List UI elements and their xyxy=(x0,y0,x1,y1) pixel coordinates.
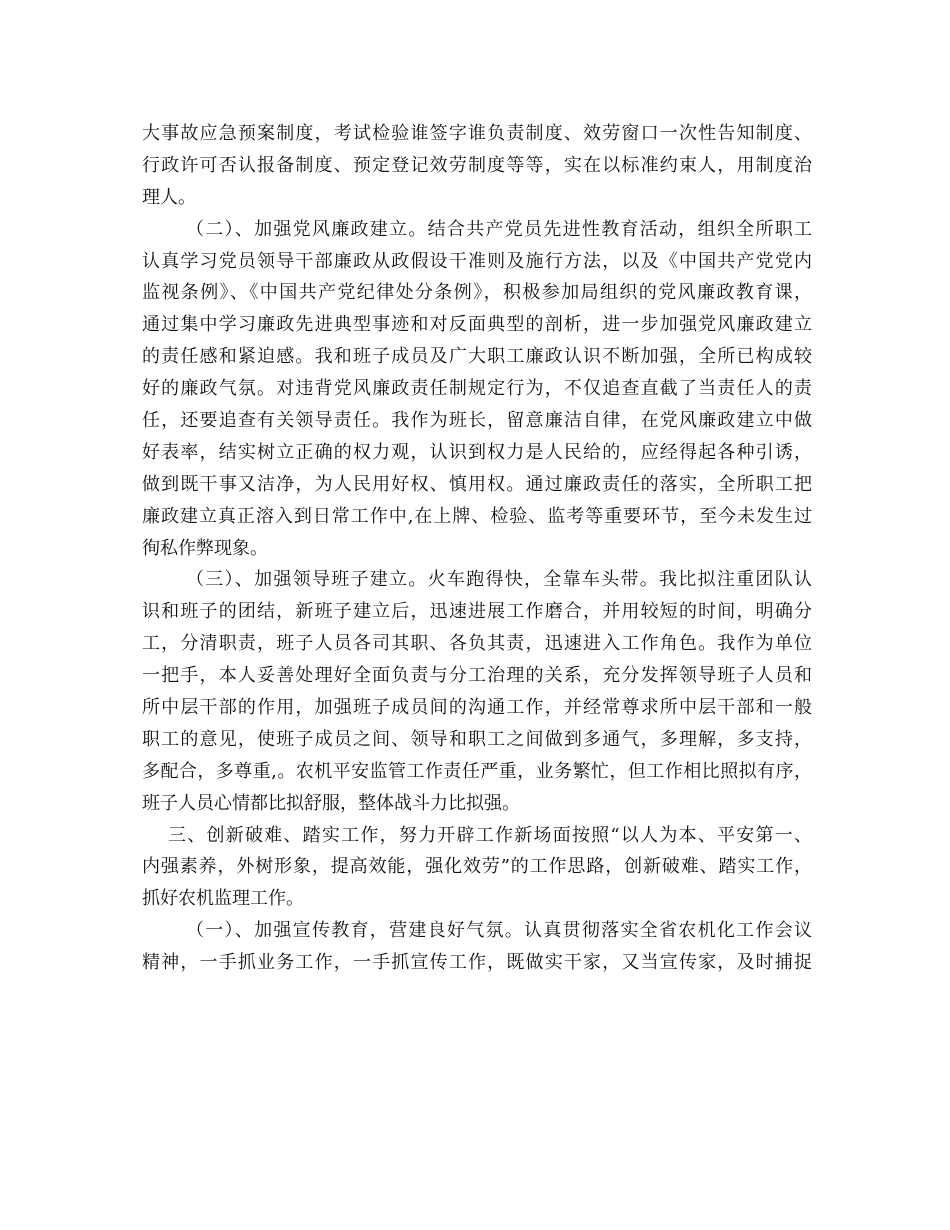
text-line: 通过集中学习廉政先进典型事迹和对反面典型的剖析，进一步加强党风廉政建立 xyxy=(142,314,812,336)
paragraph-leadership-team xyxy=(142,564,812,819)
text-line: 工，分清职责，班子人员各司其职、各负其责，迅速进入工作角色。我作为单位 xyxy=(142,633,812,655)
paragraph-publicity xyxy=(142,915,812,979)
text-line: 大事故应急预案制度，考试检验谁签字谁负责制度、效劳窗口一次性告知制度、 xyxy=(142,123,812,144)
text-line: 三、创新破难、踏实工作，努力开辟工作新场面按照“以人为本、平安第一、 xyxy=(168,824,812,846)
text-line: 一把手，本人妥善处理好全面负责与分工治理的关系，充分发挥领导班子人员和 xyxy=(142,665,812,687)
text-line: 内强素养，外树形象，提高效能，强化效劳”的工作思路，创新破难、踏实工作， xyxy=(142,856,812,878)
text-line: 做到既干事又洁净，为人民用好权、慎用权。通过廉政责任的落实，全所职工把 xyxy=(142,473,812,495)
text-line: 好表率，结实树立正确的权力观，认识到权力是人民给的，应经得起各种引诱， xyxy=(142,441,812,463)
text-line: 任，还要追查有关领导责任。我作为班长，留意廉洁自律，在党风廉政建立中做 xyxy=(142,410,812,432)
document-body xyxy=(142,118,812,979)
text-line: （三）、加强领导班子建立。火车跑得快，全靠车头带。我比拟注重团队认 xyxy=(186,569,812,591)
paragraph-party-integrity xyxy=(142,214,812,565)
text-line: 抓好农机监理工作。 xyxy=(142,888,304,910)
text-line: 精神，一手抓业务工作，一手抓宣传工作，既做实干家，又当宣传家，及时捕捉 xyxy=(142,952,812,974)
text-line: 识和班子的团结，新班子建立后，迅速进展工作磨合，并用较短的时间，明确分 xyxy=(142,601,812,623)
text-line: 所中层干部的作用，加强班子成员间的沟通工作，并经常尊求所中层干部和一般 xyxy=(142,697,812,719)
text-line: 廉政建立真正溶入到日常工作中,在上牌、检验、监考等重要环节，至今未发生过 xyxy=(142,505,812,527)
text-line: 行政许可否认报备制度、预定登记效劳制度等等，实在以标准约束人，用制度治 xyxy=(142,154,812,176)
text-line: （一）、加强宣传教育，营建良好气氛。认真贯彻落实全省农机化工作会议 xyxy=(186,920,812,942)
paragraph-regulations xyxy=(142,118,812,214)
text-line: 监视条例》、《中国共产党纪律处分条例》，积极参加局组织的党风廉政教育课， xyxy=(142,282,812,304)
text-line: 理人。 xyxy=(142,186,196,208)
text-line: 认真学习党员领导干部廉政从政假设干准则及施行方法，以及《中国共产党党内 xyxy=(142,250,812,272)
text-line: 班子人员心情都比拟舒服，整体战斗力比拟强。 xyxy=(142,792,520,814)
text-line: 好的廉政气氛。对违背党风廉政责任制规定行为，不仅追查直截了当责任人的责 xyxy=(142,378,812,400)
text-line: 多配合，多尊重,。农机平安监管工作责任严重，业务繁忙，但工作相比照拟有序， xyxy=(142,760,812,782)
paragraph-innovation xyxy=(142,820,812,916)
text-line: （二）、加强党风廉政建立。结合共产党员先进性教育活动，组织全所职工 xyxy=(186,218,812,240)
text-line: 的责任感和紧迫感。我和班子成员及广大职工廉政认识不断加强，全所已构成较 xyxy=(142,346,812,368)
text-line: 职工的意见，使班子成员之间、领导和职工之间做到多通气，多理解，多支持， xyxy=(142,728,812,750)
text-line: 徇私作弊现象。 xyxy=(142,537,268,559)
